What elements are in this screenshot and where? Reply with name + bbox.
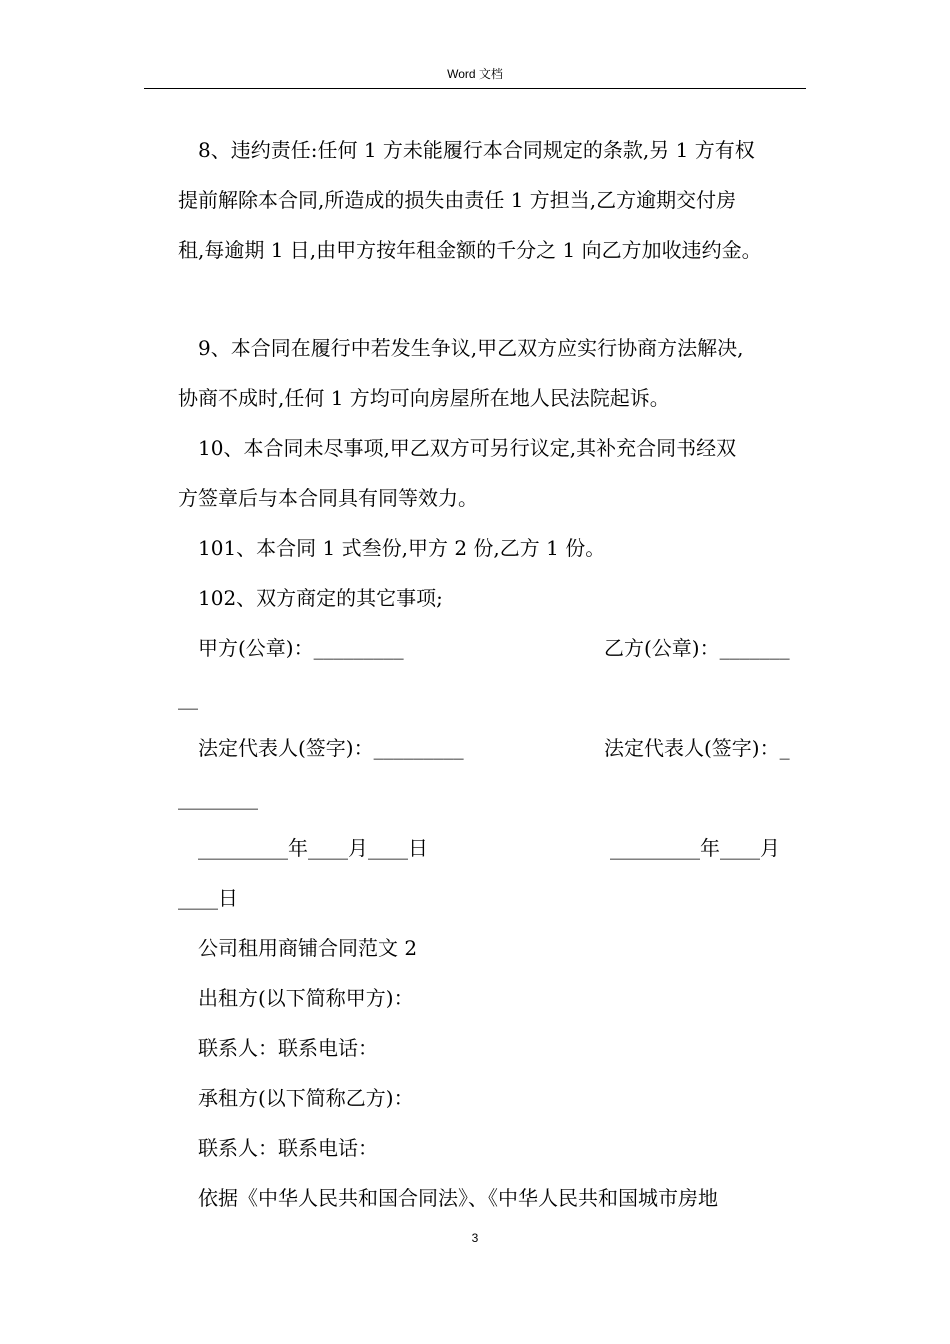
party-b-representative: 法定代表人(签字)：_ [604, 736, 790, 760]
lessor-contact-line: 联系人：联系电话： [198, 1036, 378, 1060]
party-b-date-continued: ____日 [178, 886, 238, 910]
clause-10-line-1: 10、本合同未尽事项,甲乙双方可另行议定,其补充合同书经双 [198, 436, 737, 460]
party-b-date: _________年____月 [610, 836, 780, 860]
page-header [144, 64, 806, 89]
clause-8-line-2: 提前解除本合同,所造成的损失由责任 1 方担当,乙方逾期交付房 [178, 188, 737, 212]
party-b-seal: 乙方(公章)：_______ [604, 636, 790, 660]
legal-basis-line: 依据《中华人民共和国合同法》、《中华人民共和国城市房地 [198, 1186, 718, 1210]
lessee-line: 承租方(以下简称乙方)： [198, 1086, 414, 1110]
lessee-contact-line: 联系人：联系电话： [198, 1136, 378, 1160]
page-footer [0, 1230, 950, 1246]
clause-8-line-3: 租,每逾期 1 日,由甲方按年租金额的千分之 1 向乙方加收违约金。 [178, 238, 762, 262]
clause-102: 102、双方商定的其它事项; [198, 586, 443, 610]
lessor-line: 出租方(以下简称甲方)： [198, 986, 414, 1010]
party-a-representative: 法定代表人(签字)：_________ [198, 736, 464, 760]
page-number: 3 [471, 1231, 479, 1245]
clause-8-line-1: 8、违约责任:任何 1 方未能履行本合同规定的条款,另 1 方有权 [198, 138, 755, 162]
party-b-seal-continued: __ [178, 686, 198, 710]
clause-10-line-2: 方签章后与本合同具有同等效力。 [178, 486, 478, 510]
party-a-date: _________年____月____日 [198, 836, 428, 860]
clause-9-line-1: 9、本合同在履行中若发生争议,甲乙双方应实行协商方法解决, [198, 336, 744, 360]
clause-9-line-2: 协商不成时,任何 1 方均可向房屋所在地人民法院起诉。 [178, 386, 670, 410]
party-b-representative-continued: ________ [178, 786, 258, 810]
clause-101: 101、本合同 1 式叁份,甲方 2 份,乙方 1 份。 [198, 536, 606, 560]
header-title: Word 文档 [447, 67, 503, 81]
party-a-seal: 甲方(公章)：_________ [198, 636, 404, 660]
section-2-title: 公司租用商铺合同范文 2 [198, 936, 418, 960]
